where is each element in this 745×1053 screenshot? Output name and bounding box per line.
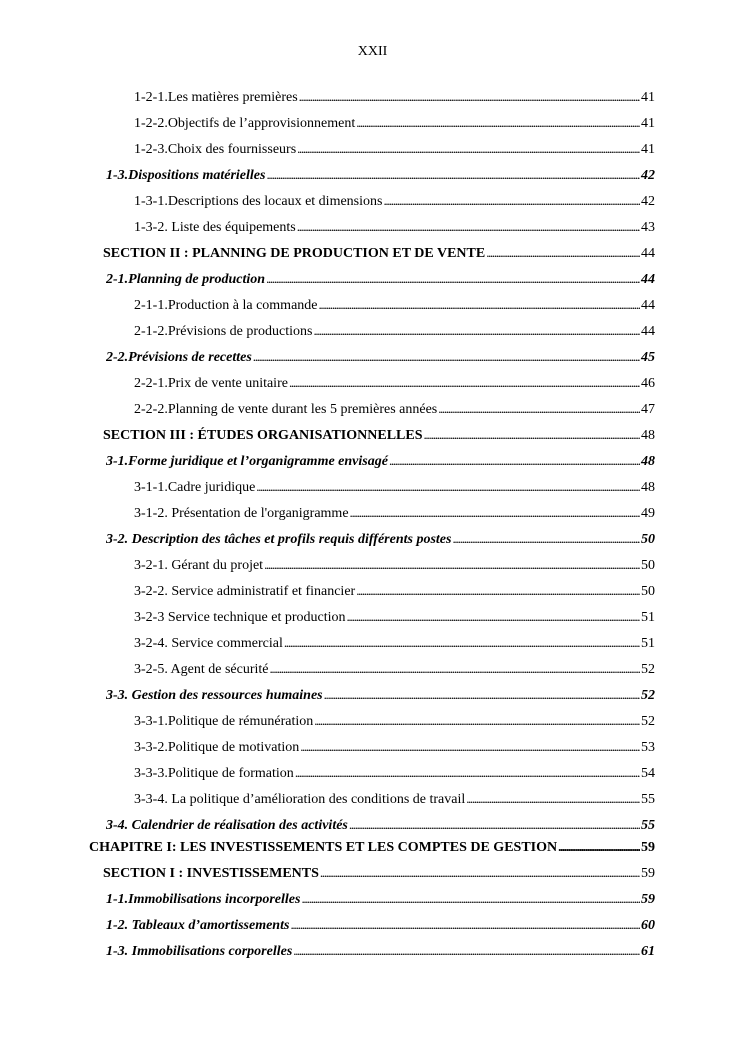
dot-leader	[356, 580, 640, 602]
dot-leader	[389, 450, 640, 472]
toc-entry[interactable]	[134, 138, 655, 160]
toc-entry[interactable]	[134, 112, 655, 134]
dot-leader	[297, 216, 640, 238]
toc-entry-page: 54	[641, 766, 655, 781]
toc-entry[interactable]	[134, 788, 655, 810]
toc-entry-title: 3-1-2. Présentation de l'organigramme	[134, 506, 349, 521]
toc-entry-page: 52	[641, 662, 655, 677]
toc-entry-page: 41	[641, 142, 655, 157]
dot-leader	[313, 320, 640, 342]
dot-leader	[320, 862, 640, 884]
toc-entry[interactable]	[106, 346, 655, 368]
toc-entry-page: 52	[641, 688, 655, 703]
dot-leader	[558, 836, 640, 858]
dot-leader	[319, 294, 640, 316]
toc-entry-title: 3-3-3.Politique de formation	[134, 766, 294, 781]
toc-entry-page: 61	[641, 944, 655, 959]
dot-leader	[256, 476, 640, 498]
toc-entry-page: 49	[641, 506, 655, 521]
toc-entry[interactable]	[134, 190, 655, 212]
toc-entry-title: 1-3.Dispositions matérielles	[106, 168, 266, 183]
toc-entry-title: 1-2-3.Choix des fournisseurs	[134, 142, 297, 157]
toc-entry-page: 55	[641, 818, 655, 833]
dot-leader	[350, 502, 640, 524]
toc-entry-page: 60	[641, 918, 655, 933]
toc-entry-page: 59	[641, 840, 655, 855]
toc-entry-title: 3-3-1.Politique de rémunération	[134, 714, 314, 729]
toc-entry-title: 1-1.Immobilisations incorporelles	[106, 892, 301, 907]
toc-entry-page: 59	[641, 866, 655, 881]
toc-entry-title: 3-4. Calendrier de réalisation des activités	[106, 818, 348, 833]
page-number: XXII	[357, 44, 388, 59]
toc-entry-title: 2-1.Planning de production	[106, 272, 266, 287]
toc-entry[interactable]	[103, 862, 655, 884]
toc-entry-page: 42	[641, 168, 655, 183]
toc-entry-title: 3-2-1. Gérant du projet	[134, 558, 264, 573]
toc-entry-page: 44	[641, 272, 655, 287]
toc-entry[interactable]	[134, 372, 655, 394]
toc-entry-title: 3-2-5. Agent de sécurité	[134, 662, 269, 677]
dot-leader	[266, 268, 640, 290]
toc-entry-title: 1-2. Tableaux d’amortissements	[106, 918, 290, 933]
toc-entry-title: SECTION II : PLANNING DE PRODUCTION ET DE VENTE	[103, 246, 486, 261]
toc-entry[interactable]	[134, 294, 655, 316]
toc-entry-page: 52	[641, 714, 655, 729]
dot-leader	[284, 632, 640, 654]
toc-entry-title: 1-3. Immobilisations corporelles	[106, 944, 293, 959]
toc-entry[interactable]	[134, 632, 655, 654]
dot-leader	[438, 398, 640, 420]
dot-leader	[349, 814, 640, 836]
toc-entry-title: 3-3-4. La politique d’amélioration des conditions de travail	[134, 792, 466, 807]
toc-entry-title: 3-2-4. Service commercial	[134, 636, 283, 651]
dot-leader	[383, 190, 640, 212]
dot-leader	[266, 164, 640, 186]
toc-entry[interactable]	[134, 502, 655, 524]
toc-entry-page: 59	[641, 892, 655, 907]
toc-entry-title: 3-1-1.Cadre juridique	[134, 480, 256, 495]
toc-entry-title: 3-2. Description des tâches et profils requis différents postes	[106, 532, 452, 547]
toc-entry[interactable]	[106, 164, 655, 186]
toc-entry[interactable]	[134, 710, 655, 732]
toc-entry[interactable]	[134, 658, 655, 680]
toc-entry[interactable]	[134, 554, 655, 576]
toc-entry-title: CHAPITRE I: LES INVESTISSEMENTS ET LES COMPTES DE GESTION	[89, 840, 558, 855]
toc-entry-title: 2-2-2.Planning de vente durant les 5 premières années	[134, 402, 438, 417]
toc-entry[interactable]	[106, 914, 655, 936]
toc-entry[interactable]	[134, 320, 655, 342]
dot-leader	[289, 372, 640, 394]
toc-entry-page: 44	[641, 298, 655, 313]
toc-entry-page: 41	[641, 90, 655, 105]
toc-entry[interactable]	[106, 450, 655, 472]
toc-entry-title: 3-3. Gestion des ressources humaines	[106, 688, 323, 703]
toc-entry-title: 2-2-1.Prix de vente unitaire	[134, 376, 288, 391]
toc-entry[interactable]	[134, 580, 655, 602]
toc-entry[interactable]	[103, 424, 655, 446]
dot-leader	[301, 888, 640, 910]
toc-entry[interactable]	[106, 268, 655, 290]
toc-entry-title: 1-3-1.Descriptions des locaux et dimensions	[134, 194, 383, 209]
toc-entry[interactable]	[106, 940, 655, 962]
toc-entry-page: 51	[641, 610, 655, 625]
toc-entry[interactable]	[134, 398, 655, 420]
dot-leader	[356, 112, 640, 134]
toc-entry-page: 43	[641, 220, 655, 235]
dot-leader	[297, 138, 640, 160]
toc-entry-page: 53	[641, 740, 655, 755]
toc-entry-page: 48	[641, 454, 655, 469]
toc-entry-page: 50	[641, 584, 655, 599]
dot-leader	[486, 242, 640, 264]
toc-entry-title: 2-1-2.Prévisions de productions	[134, 324, 313, 339]
dot-leader	[424, 424, 641, 446]
toc-entry-title: 3-3-2.Politique de motivation	[134, 740, 300, 755]
toc-entry-title: SECTION I : INVESTISSEMENTS	[103, 866, 319, 881]
toc-entry-title: SECTION III : ÉTUDES ORGANISATIONNELLES	[103, 428, 423, 443]
toc-entry-page: 47	[641, 402, 655, 417]
toc-entry-page: 48	[641, 480, 655, 495]
toc-entry-title: 1-2-2.Objectifs de l’approvisionnement	[134, 116, 356, 131]
toc-entry-page: 46	[641, 376, 655, 391]
toc-entry-title: 1-3-2. Liste des équipements	[134, 220, 296, 235]
toc-entry-page: 48	[641, 428, 655, 443]
toc-entry[interactable]	[134, 736, 655, 758]
dot-leader	[264, 554, 640, 576]
dot-leader	[314, 710, 640, 732]
toc-entry[interactable]	[89, 836, 655, 858]
toc-entry[interactable]	[134, 216, 655, 238]
dot-leader	[253, 346, 640, 368]
toc-entry-page: 55	[641, 792, 655, 807]
toc-entry-page: 42	[641, 194, 655, 209]
dot-leader	[452, 528, 640, 550]
toc-entry-page: 50	[641, 532, 655, 547]
toc-entry-page: 44	[641, 246, 655, 261]
toc-entry-title: 1-2-1.Les matières premières	[134, 90, 298, 105]
toc-entry[interactable]	[134, 606, 655, 628]
dot-leader	[293, 940, 640, 962]
toc-entry-page: 50	[641, 558, 655, 573]
toc-entry-page: 44	[641, 324, 655, 339]
toc-entry-page: 41	[641, 116, 655, 131]
dot-leader	[346, 606, 640, 628]
toc-entry[interactable]	[106, 684, 655, 706]
toc-entry[interactable]	[106, 888, 655, 910]
toc-entry-title: 2-1-1.Production à la commande	[134, 298, 318, 313]
toc-entry[interactable]	[134, 86, 655, 108]
toc-entry-title: 3-2-2. Service administratif et financier	[134, 584, 356, 599]
toc-entry[interactable]	[106, 528, 655, 550]
toc-entry[interactable]	[103, 242, 655, 264]
dot-leader	[300, 736, 640, 758]
dot-leader	[270, 658, 640, 680]
toc-entry[interactable]	[134, 476, 655, 498]
toc-entry-title: 3-1.Forme juridique et l’organigramme envisagé	[106, 454, 388, 469]
toc-entry-title: 2-2.Prévisions de recettes	[106, 350, 252, 365]
dot-leader	[324, 684, 640, 706]
dot-leader	[290, 914, 640, 936]
toc-entry[interactable]	[106, 814, 655, 836]
dot-leader	[299, 86, 640, 108]
toc-entry-page: 45	[641, 350, 655, 365]
dot-leader	[295, 762, 640, 784]
toc-entry[interactable]	[134, 762, 655, 784]
toc-entry-page: 51	[641, 636, 655, 651]
toc-entry-title: 3-2-3 Service technique et production	[134, 610, 346, 625]
dot-leader	[466, 788, 640, 810]
